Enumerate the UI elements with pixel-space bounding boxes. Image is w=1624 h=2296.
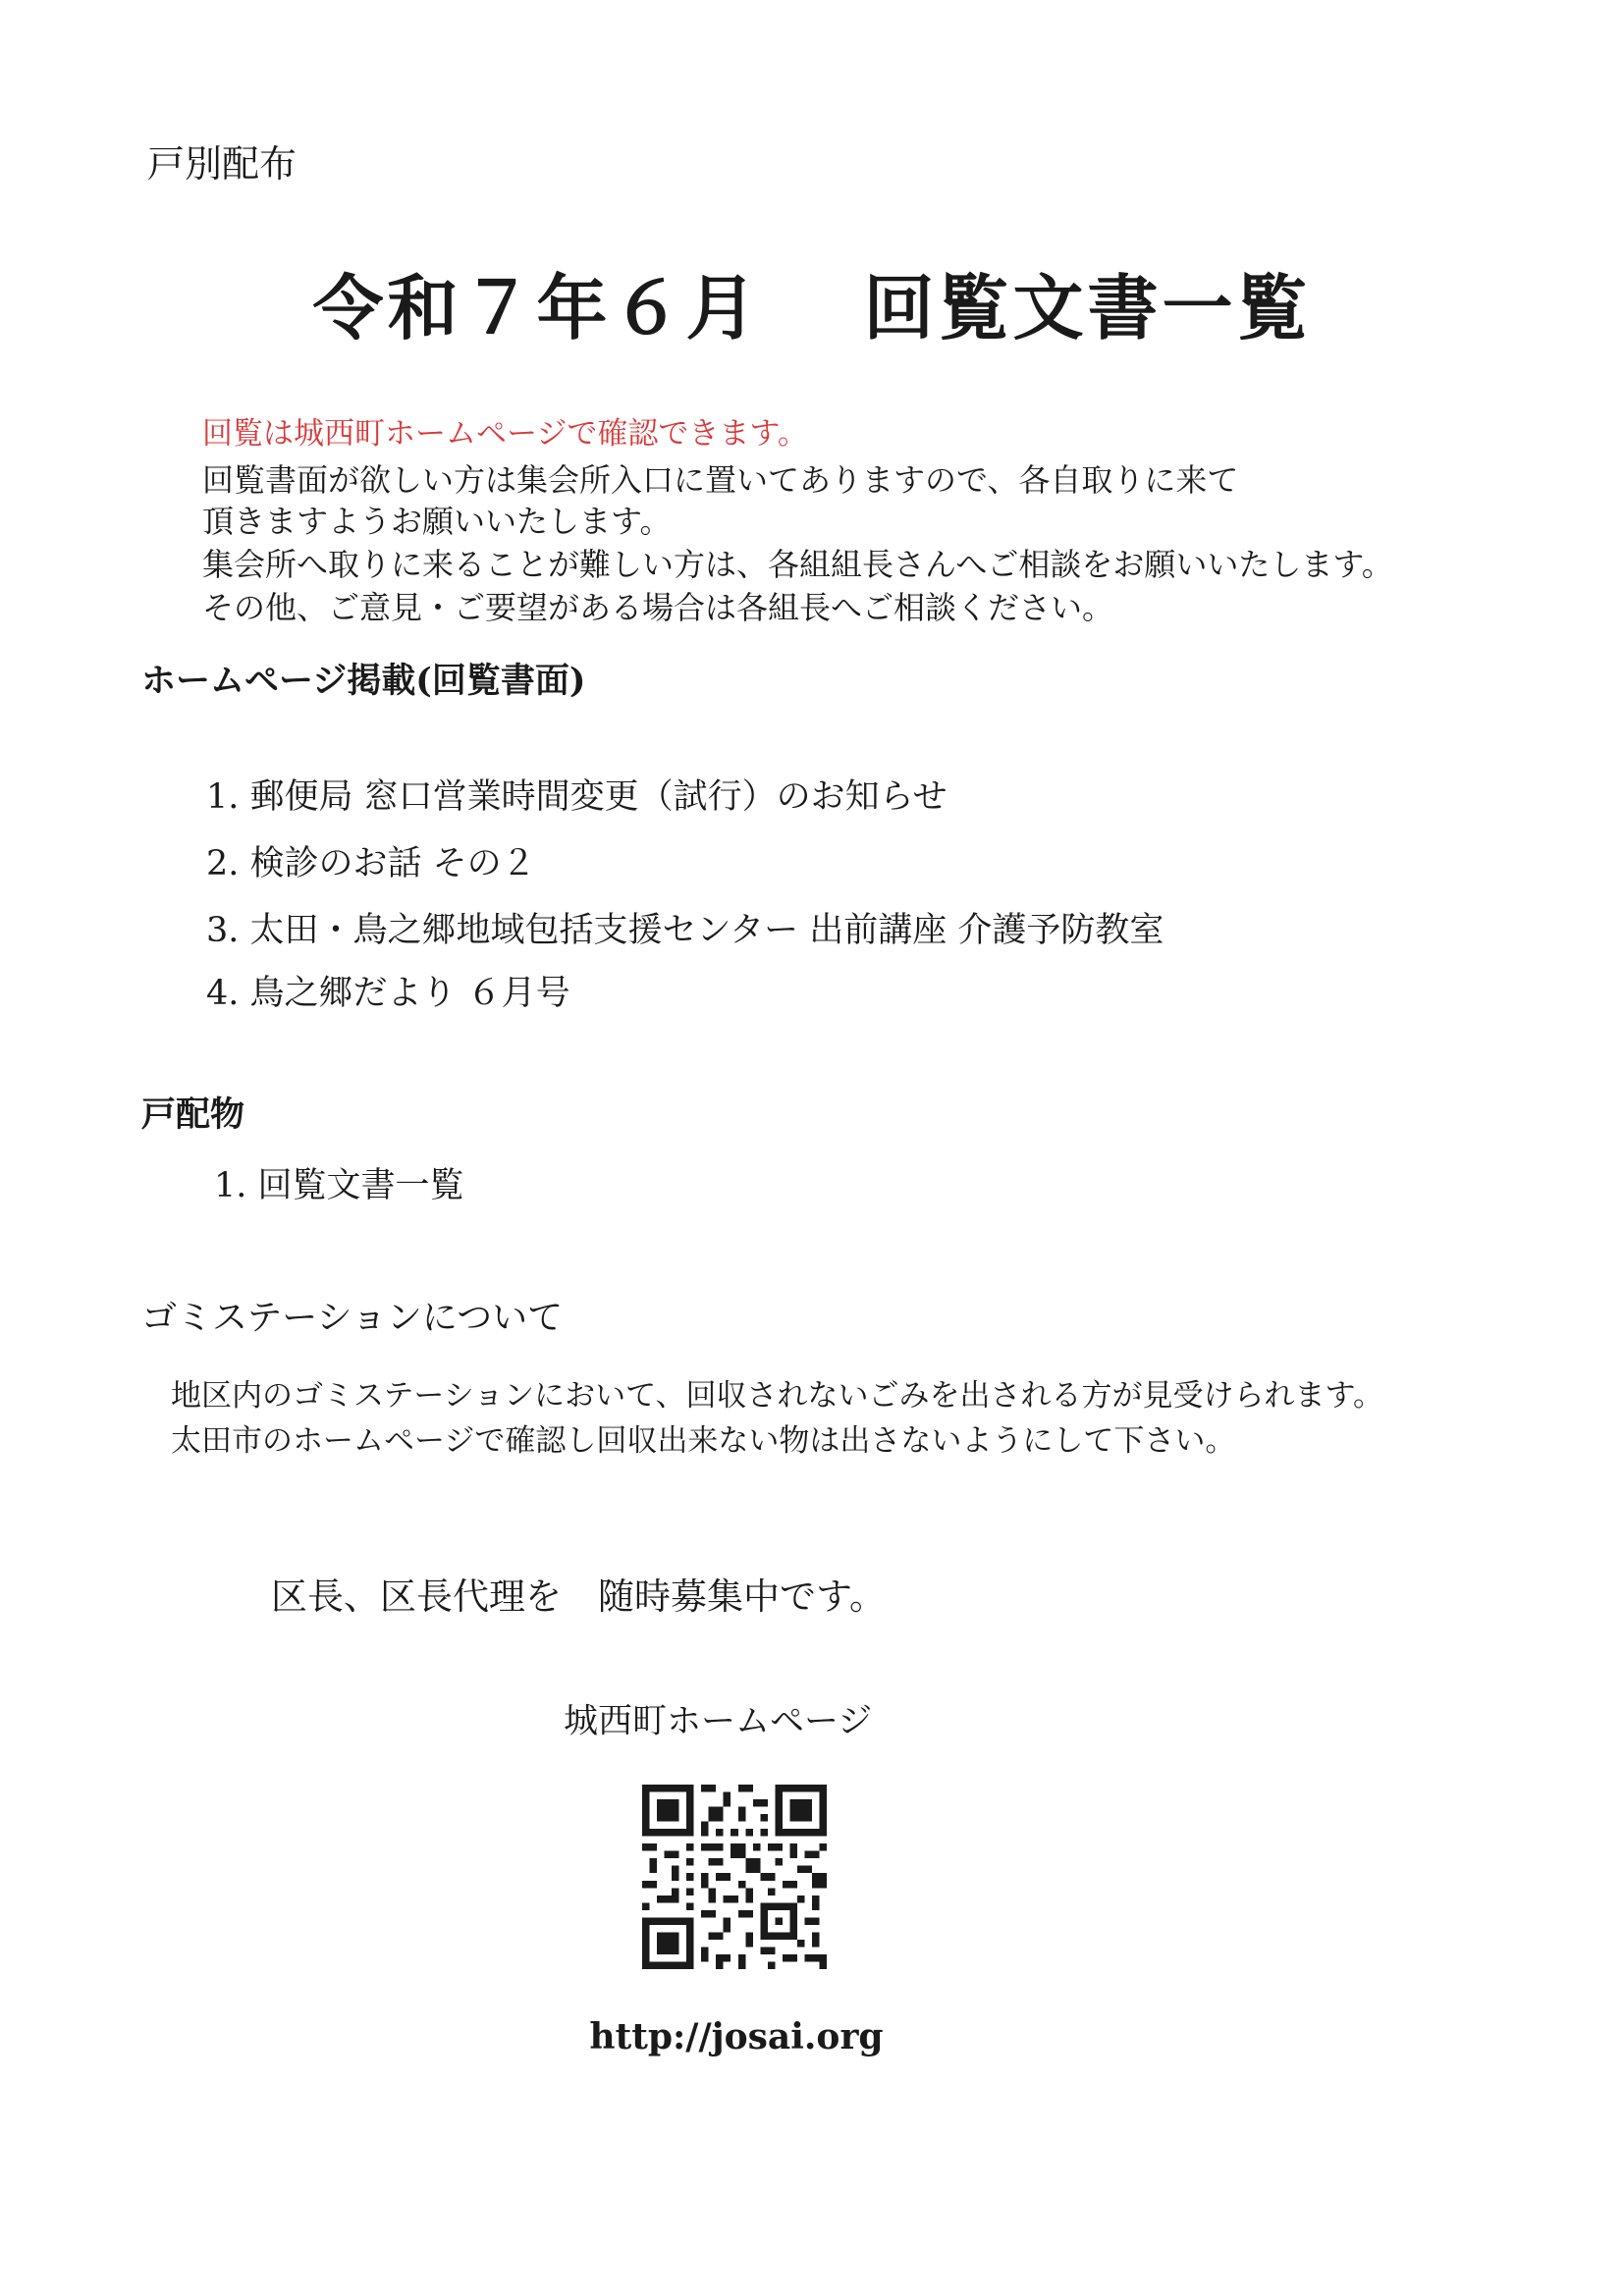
handout-section-heading: 戸配物: [141, 1095, 245, 1135]
distribution-label: 戸別配布: [147, 142, 298, 186]
notice-highlight: 回覧は城西町ホームページで確認できます。: [202, 416, 808, 452]
notice-line: 集会所へ取りに来ることが難しい方は、各組組長さんへご相談をお願いいたします。: [202, 546, 1393, 583]
homepage-caption: 城西町ホームページ: [564, 1702, 873, 1741]
handout-list-item: 1. 回覧文書一覧: [214, 1166, 464, 1205]
garbage-section-heading: ゴミステーションについて: [141, 1298, 564, 1338]
homepage-list-item: 3. 太田・鳥之郷地域包括支援センター 出前講座 介護予防教室: [206, 911, 1164, 950]
recruitment-notice: 区長、区長代理を 随時募集中です。: [271, 1575, 887, 1618]
garbage-notice-line: 太田市のホームページで確認し回収出来ない物は出さないようにして下さい。: [171, 1423, 1236, 1459]
homepage-list-item: 4. 鳥之郷だより ６月号: [206, 974, 570, 1013]
notice-line: その他、ご意見・ご要望がある場合は各組長へご相談ください。: [202, 589, 1114, 626]
notice-line: 頂きますようお願いいたします。: [202, 503, 672, 540]
homepage-list-item: 1. 郵便局 窓口営業時間変更（試行）のお知らせ: [206, 777, 947, 817]
homepage-section-heading: ホームページ掲載(回覧書面): [141, 661, 586, 701]
page-title: 令和７年６月 回覧文書一覧: [312, 266, 1312, 349]
homepage-list-item: 2. 検診のお話 その２: [206, 844, 536, 883]
homepage-url-link[interactable]: http://josai.org: [589, 2016, 884, 2057]
notice-line: 回覧書面が欲しい方は集会所入口に置いてありますので、各自取りに来て: [202, 461, 1239, 499]
garbage-notice-line: 地区内のゴミステーションにおいて、回収されないごみを出される方が見受けられます。: [171, 1378, 1384, 1414]
qr-code-icon[interactable]: [642, 1785, 827, 1969]
